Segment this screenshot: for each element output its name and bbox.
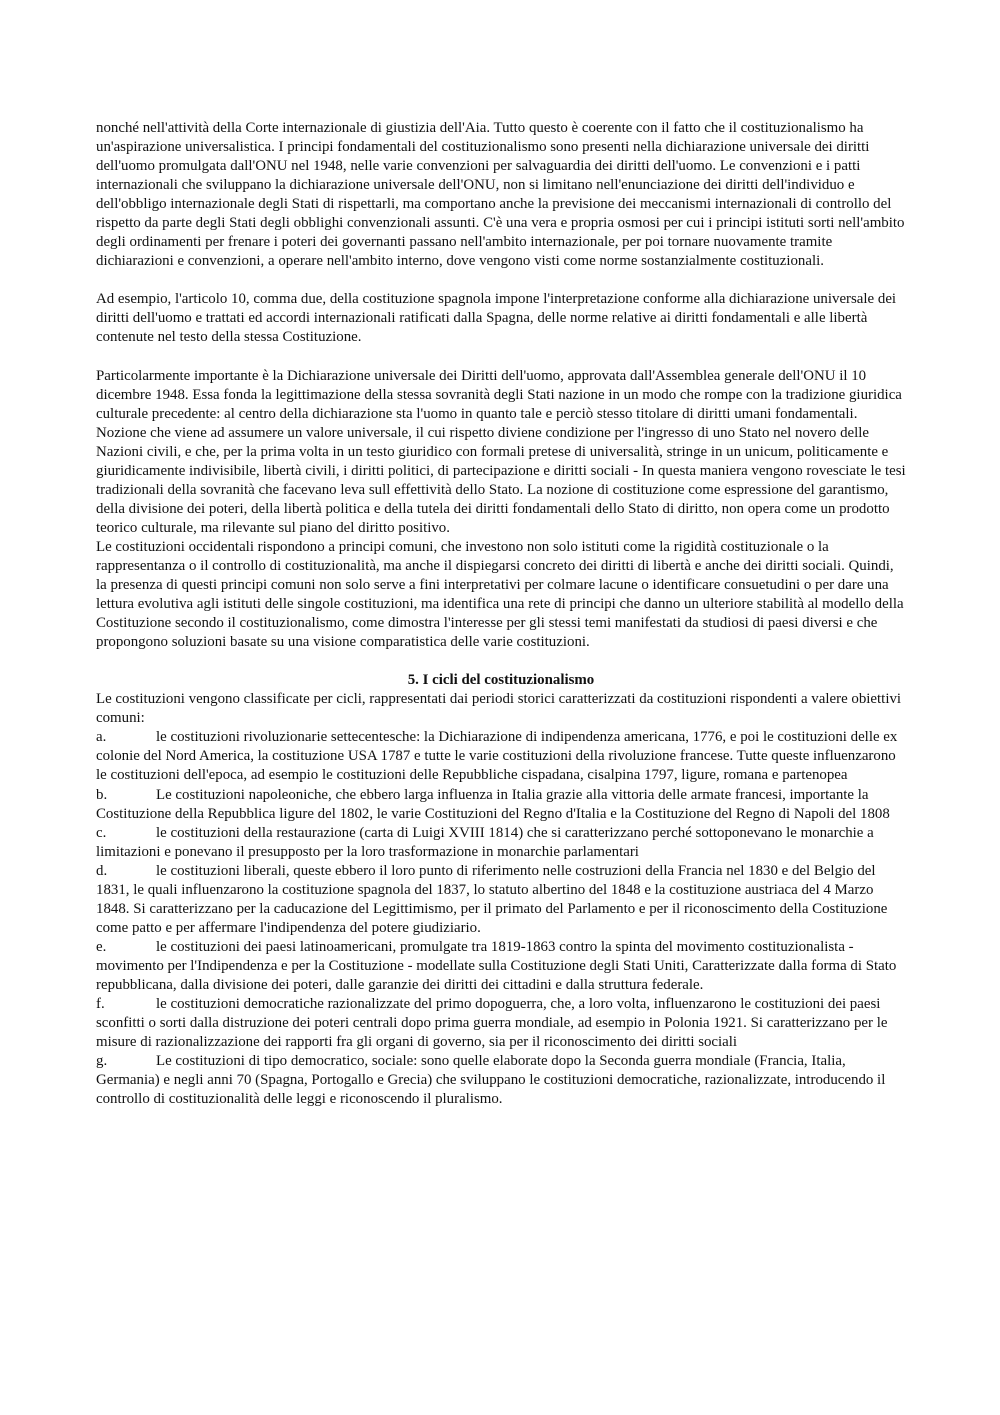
list-item-f xyxy=(96,995,906,1052)
list-item-c xyxy=(96,824,906,862)
list-marker: d. xyxy=(96,862,108,879)
list-marker: b. xyxy=(96,786,108,803)
list-item-text: Le costituzioni di tipo democratico, sociale: sono quelle elaborate dopo la Seconda guerra mondiale (Francia, Italia, Germania) e negli anni 70 (Spagna, Portogallo e Grecia) che sviluppano le costituzioni democratiche, razionalizzate, introducendo il controllo di costituzionalità delle leggi e riconoscendo il pluralismo. xyxy=(96,1053,886,1108)
list-item-text: le costituzioni rivoluzionarie settecentesche: la Dichiarazione di indipendenza americana, 1776, e poi le costituzioni delle ex colonie del Nord America, la costituzione USA 1787 e tutte le varie costituzioni della rivoluzione francese. Tutte queste influenzarono le costituzioni dell'epoca, ad esempio le costituzioni delle Repubbliche cispadana, cisalpina 1797, ligure, romana e partenopea xyxy=(96,729,898,784)
list-item-b xyxy=(96,786,906,824)
list-item-text: le costituzioni democratiche razionalizzate del primo dopoguerra, che, a loro volta, influenzarono le costituzioni dei paesi sconfitti o sorti dalla distruzione dei poteri centrali dopo prima guerra mondiale, ad esempio in Polonia 1921. Si caratterizzano per le misure di razionalizzazione dei rapporti fra gli organi di governo, sia per il riconoscimento dei diritti sociali xyxy=(96,996,888,1051)
list-item-text: Le costituzioni napoleoniche, che ebbero larga influenza in Italia grazie alla vittoria delle armate francesi, importante la Costituzione della Repubblica ligure del 1802, le varie Costituzioni del Regno d'Italia e la Costituzione del Regno di Napoli del 1808 xyxy=(96,786,890,822)
list-item-d xyxy=(96,862,906,938)
list-item-text: le costituzioni della restaurazione (carta di Luigi XVIII 1814) che si caratterizzano perché sottoponevano le monarchie a limitazioni e ponevano il presupposto per la loro trasformazione in monarchie parlamentari xyxy=(96,824,874,860)
list-marker: f. xyxy=(96,996,105,1013)
list-item-a xyxy=(96,728,906,785)
document-page xyxy=(96,119,906,1109)
list-item-g xyxy=(96,1052,906,1109)
list-marker: g. xyxy=(96,1053,108,1070)
list-item-e xyxy=(96,938,906,995)
section-heading: 5. I cicli del costituzionalismo xyxy=(407,672,595,689)
paragraph-costituzioni-occidentali: Le costituzioni occidentali rispondono a principi comuni, che investono non solo istituti come la rigidità costituzionale o la rappresentanza o il controllo di costituzionalità, ma anche il dispiegarsi concreto dei diritti di libertà e anche dei diritti sociali. Quindi, la presenza di questi principi comuni non solo serve a fini interpretativi per colmare lacune o identificare consuetudini o per dare una lettura evolutiva agli istituti delle singole costituzioni, ma identifica una rete di principi che danno un ulteriore stabilità al modello della Costituzione secondo il costituzionalismo, come dimostra l'interesse per gli stessi temi manifestati da studiosi di paesi diversi e che propongono soluzioni basate su una visione comparatistica delle varie costituzioni. xyxy=(96,538,904,651)
list-marker: a. xyxy=(96,729,107,746)
list-marker: e. xyxy=(96,938,107,955)
section-intro: Le costituzioni vengono classificate per cicli, rappresentati dai periodi storici caratterizzati da costituzioni rispondenti a valere obiettivi comuni: xyxy=(96,691,902,727)
paragraph-corte-internazionale: nonché nell'attività della Corte internazionale di giustizia dell'Aia. Tutto questo è coerente con il fatto che il costituzionalismo ha un'aspirazione universalistica. I principi fondamentali del costituzionalismo sono presenti nella dichiarazione universale dei diritti dell'uomo promulgata dall'ONU nel 1948, nelle varie convenzioni per salvaguardia dei diritti dell'uomo. Le convenzioni e i patti internazionali che sviluppano la dichiarazione universale dell'ONU, non si limitano nell'enunciazione dei diritti dell'individuo e dell'obbligo internazionale degli Stati di rispettarli, ma comportano anche la previsione dei meccanismi internazionali di controllo del rispetto da parte degli Stati degli obblighi convenzionali assunti. C'è una vera e propria osmosi per cui i principi istituti sorti nell'ambito degli ordinamenti per frenare i poteri dei governanti passano nell'ambito internazionale, per poi tornare nuovamente tramite dichiarazioni e convenzioni, a operare nell'ambito interno, dove vengono visti come norme sostanzialmente costituzionali. xyxy=(96,120,905,270)
list-marker: c. xyxy=(96,824,107,841)
list-item-text: le costituzioni dei paesi latinoamericani, promulgate tra 1819-1863 contro la spinta del movimento costituzionalista - movimento per l'Indipendenza e per la Costituzione - modellate sulla Costituzione degli Stati Uniti, Caratterizzate dalla forma di Stato repubblicana, dalla divisione dei poteri, dalle garanzie dei diritti dei cittadini e dalla struttura federale. xyxy=(96,938,897,993)
list-item-text: le costituzioni liberali, queste ebbero il loro punto di riferimento nelle costruzioni della Francia nel 1830 e del Belgio del 1831, le quali influenzarono la costituzione spagnola del 1837, lo statuto albertino del 1848 e la costituzione austriaca del 4 Marzo 1848. Si caratterizzano per la caducazione del Legittimismo, per il primato del Parlamento e per il riconoscimento della Costituzione come patto e per affermare l'indipendenza del potere giudiziario. xyxy=(96,862,888,936)
paragraph-costituzione-spagnola: Ad esempio, l'articolo 10, comma due, della costituzione spagnola impone l'interpretazione conforme alla dichiarazione universale dei diritti dell'uomo e trattati ed accordi internazionali ratificati dalla Spagna, delle norme relative ai diritti fondamentali e alle libertà contenute nel testo della stessa Costituzione. xyxy=(96,291,897,346)
paragraph-dichiarazione-universale: Particolarmente importante è la Dichiarazione universale dei Diritti dell'uomo, approvata dall'Assemblea generale dell'ONU il 10 dicembre 1948. Essa fonda la legittimazione della stessa sovranità degli Stati nazione in un modo che rompe con la tradizione giuridica culturale precedente: al centro della dichiarazione sta l'uomo in quanto tale e perciò stesso titolare di diritti umani fondamentali. Nozione che viene ad assumere un valore universale, il cui rispetto diviene condizione per l'ingresso di uno Stato nel novero delle Nazioni civili, e che, per la prima volta in un testo giuridico con formali pretese di universalità, stringe in un unicum, politicamente e giuridicamente indivisibile, libertà civili, i diritti politici, di partecipazione e diritti sociali - In questa maniera vengono rovesciate le tesi tradizionali della sovranità che facevano leva sull effettività dello Stato. La nozione di costituzione come espressione del garantismo, della divisione dei poteri, della libertà politica e della tutela dei diritti fondamentali dello Stato di diritto, non opera come un prodotto teorico culturale, ma rilevante sul piano del diritto positivo. xyxy=(96,367,906,536)
